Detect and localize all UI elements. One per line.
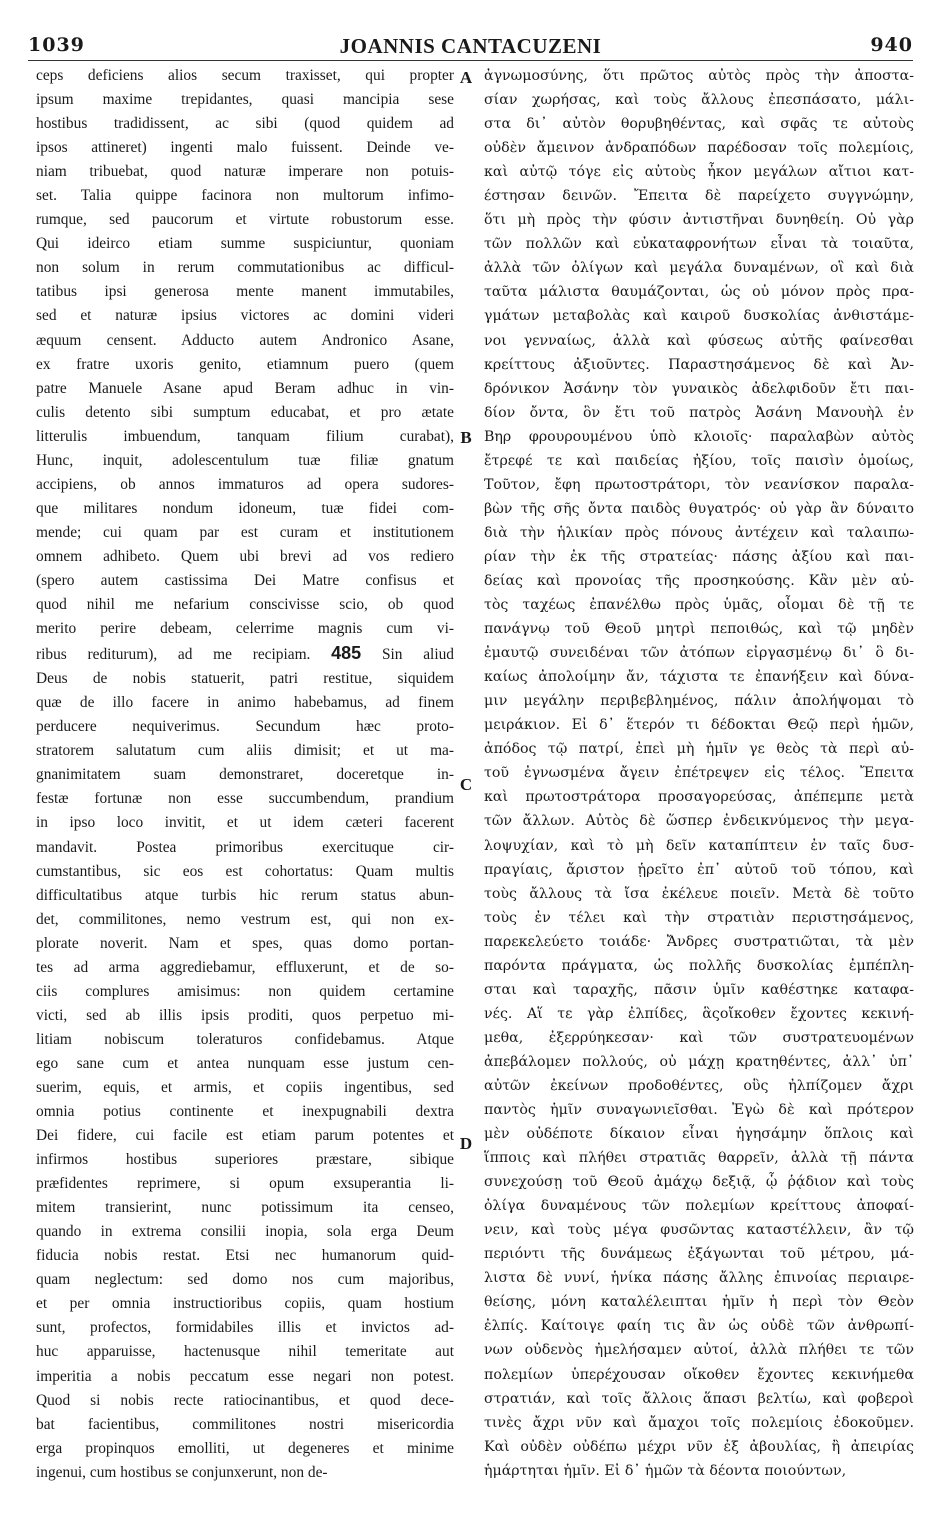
text-line: κρείττους ἀξιοῦντες. Παραστησάμενος δὲ καὶ Ἀν- [484, 356, 914, 373]
text-line: παρόντα πράγματα, ὡς πολλῆς δυσκολίας ἐμπέπλη- [484, 957, 914, 974]
text-line: πανάγνῳ τοῦ Θεοῦ μητρὶ πεποιθώς, καὶ τῷ μηδὲν [484, 621, 914, 638]
text-line: suerim, equis, et armis, et copiis ingentibus, sed [36, 1078, 454, 1096]
text-line: λοψυχίαν, καὶ τὸ μὴ δεῖν καταπίπτειν ἐν ταῖς δυσ- [484, 837, 914, 854]
text-line: quod nihil me nefarium conscivisse scio, ob quod [36, 596, 454, 614]
text-line-part: Sin aliud [381, 646, 454, 664]
text-line: τοὺς ἄλλους τὰ ἴσα ἐκέλευε ποιεῖν. Μετὰ δὲ τοῦτο [484, 885, 914, 902]
text-line: Καὶ οὐδὲν οὐδέπω μέχρι νῦν ἐξ ἀβουλίας, ἢ ἀπειρίας [484, 1438, 914, 1455]
text-line: οὐδὲν ἄμεινον ἀνδραπόδων παρέδοσαν τοῖς πολεμίοις, [484, 140, 914, 157]
text-line: καὶ πρωτοστράτορα προσαγορεύσας, ἀπέπεμπε μετὰ [484, 789, 914, 806]
text-line: hostibus tradidissent, ac sibi (quod quidem ad [36, 115, 454, 133]
text-line: παρεκελεύετο τοιάδε· Ἄνδρες συστρατιῶται, τὰ μὲν [484, 933, 914, 950]
text-line: ipsos attineret) ingenti malo fuissent. Deinde ve- [36, 139, 454, 157]
text-line: ρίαν τὴν ἐκ τῆς στρατείας· πάσης ἀξίου καὶ παι- [484, 548, 914, 565]
text-line: erga propinquos emolliti, ut degeneres et minime [36, 1439, 454, 1457]
text-line: (spero autem castissima Dei Matre confisus et [36, 571, 454, 589]
text-line: τοῦ ἐγνωσμένα ἄγειν ἐπέτρεψεν εἰς τέλος. Ἔπειτα [484, 765, 914, 782]
text-line: et per omnia instructioribus copiis, quam hostium [36, 1295, 454, 1313]
margin-marker-c: C [459, 775, 473, 794]
text-line: τῶν πολλῶν καὶ εὐκαταφρονήτων εἶναι τὰ τοιαῦτα, [484, 236, 914, 253]
text-line: τὸς ταχέως ἐπανέλθω πρὸς ὑμᾶς, οἶομαι δὲ τῇ τε [484, 597, 914, 614]
text-line: mandavit. Postea primoribus exercituque cir- [36, 838, 454, 856]
text-line: mitem transierint, nunc potissimum ita censeo, [36, 1199, 454, 1217]
text-line: litiam nobiscum toleraturos confidebamus. Atque [36, 1030, 454, 1048]
text-line: έστησαν δεινῶν. Ἔπειτα δὲ παρείχετο συγγνώμην, [484, 188, 914, 205]
text-line: plorate noverit. Nam et spes, quas domo portan- [36, 934, 454, 952]
text-line: mende; cui quam par est curam et institutionem [36, 523, 454, 541]
text-line: τινὲς ἄχρι νῦν καὶ ἄμαχοι τοῖς πολεμίοις ἐδοκοῦμεν. [484, 1414, 914, 1431]
text-line: σται καὶ ταραχῆς, πᾶσιν ὑμῖν καθέστηκε καταφα- [484, 981, 914, 998]
text-line: ingenui, cum hostibus se conjunxerunt, non de- [36, 1463, 328, 1481]
text-line: infirmos hostibus superiores præstare, sibique [36, 1151, 454, 1169]
text-line: Βηρ φρουρουμένου ὑπὸ κλοιοῖς· παραλαβὼν αὐτὸς [484, 428, 914, 445]
text-line: ὅτι μὴ πρὸς τὴν φύσιν ἀντιστῆναι δυνηθείη. Οὐ γὰρ [484, 212, 914, 229]
text-line: ἀπεβάλομεν πολλούς, οὐ μάχῃ κρατηθέντες, ἀλλ᾽ ὑπ᾽ [484, 1053, 914, 1070]
text-line: σίαν χωρήσας, καὶ τοὺς ἄλλους ἐπεσπάσατο, μάλι- [484, 92, 914, 109]
text-line: ceps deficiens alios secum traxisset, qui propter [36, 67, 454, 84]
header-rule [28, 60, 913, 61]
text-line: θείσης, μόνη καταλέλειπται ἡμῖν ἡ περὶ τὸν Θεὸν [484, 1294, 914, 1311]
text-line: niam tribuebat, quod naturæ imperare non potuis- [36, 163, 454, 181]
text-line: litterulis imbuendum, tanquam filium curabat), [36, 427, 454, 445]
text-line: μειράκιον. Εἰ δ᾽ ἕτερόν τι δέδοκται Θεῷ περὶ ἡμῶν, [484, 717, 914, 734]
text-line: νές. Αἵ τε γὰρ ἐλπίδες, ἃςοἴκοθεν ἔχοντες κεκινή- [484, 1005, 914, 1022]
margin-marker-b: B [460, 428, 472, 447]
text-line: patre Manuele Asane apud Beram adhuc in vin- [36, 379, 454, 397]
page-number-right: 940 [870, 34, 913, 56]
text-line: det, commilitones, nemo vestrum est, qui non ex- [36, 910, 454, 928]
text-line: δείας καὶ προνοίας τῆς προσηκούσης. Κἂν μὲν αὐ- [484, 572, 914, 589]
text-line: στα δι᾽ αὐτὸν θορυβηθέντας, καὶ σφᾶς τε αὐτοὺς [484, 116, 914, 133]
text-line: ἀγνωμοσύνης, ὅτι πρῶτος αὐτὸς πρὸς τὴν ἀποστα- [484, 68, 914, 84]
text-line: Deus de nobis statuerit, patri restitue, siquidem [36, 670, 454, 688]
text-line: non solum in rerum commutationibus ac difficul- [36, 259, 454, 277]
text-line-part: ribus rediturum), ad me recipiam. [36, 646, 311, 664]
text-line: culis detento sibi sumptum educabat, et pro ætate [36, 403, 454, 421]
text-line: αὐτῶν ἐκείνων προδοθέντες, οὓς ἠλπίζομεν ἄχρι [484, 1077, 914, 1094]
page-number-left: 1039 [28, 34, 85, 56]
text-line: στρατιάν, καὶ τοῖς ἄλλοις ἅπασι βελτίω, καὶ φοβεροὶ [484, 1390, 914, 1407]
text-line: νοι γενναίως, ἀλλὰ καὶ φύσεως αὐτῆς φαίνεσθαι [484, 332, 914, 349]
text-line: πολεμίων ὑπερέχουσαν οἴκοθεν ἔχοντες κεκινήμεθα [484, 1366, 914, 1383]
text-line: μεθα, ἐξερρύηκεσαν· καὶ τῶν συστρατευομένων [484, 1029, 914, 1046]
text-line: Dei fidere, cui facile est etiam parum potentes et [36, 1127, 454, 1145]
text-line: μιν μεγάλην περιβεβλημένος, πάλιν ἀπολήψομαι τὸ [484, 693, 914, 710]
text-line: ἐμαυτῷ συνειδέναι τῶν ἀτόπων εἰργασμένῳ δι᾽ ὃ δι- [484, 645, 914, 662]
greek-column [484, 64, 914, 1483]
text-line: omnem adhibeto. Quem ubi brevi ad vos rediero [36, 547, 454, 565]
text-line: ἐλπίς. Καίτοιγε φαίη τις ἂν ὡς οὐδὲ τῶν ἀνθρωπί- [484, 1318, 914, 1335]
text-line: Τοῦτον, ἔφη πρωτοστράτορι, τὸν νεανίσκον παραλα- [484, 476, 914, 493]
text-line: παντὸς ἡμῖν συναγωνιεῖσθαι. Ἐγὼ δὲ καὶ πρότερον [484, 1102, 914, 1119]
text-line: quæ de illo facere in animo habebamus, ad finem [36, 694, 454, 712]
running-title: JOANNIS CANTACUZENI [339, 34, 602, 58]
text-line: gnanimitatem suam demonstraret, doceretque in- [36, 766, 454, 784]
text-line: νων οὐδενὸς ἠμελήσαμεν αὐτοί, ἀλλὰ πλήθει τε τῶν [484, 1342, 914, 1359]
text-line: in ipso loco invitit, et ut idem cæteri facerent [36, 814, 454, 832]
text-line: συνεχούσῃ τοῦ Θεοῦ ἀμάχῳ δεξιᾷ, ᾧ ῥᾴδιον καὶ τοὺς [484, 1174, 914, 1191]
text-line: ipsum maxime trepidantes, quasi mancipia sese [36, 91, 454, 109]
text-line: merito perire debeam, celerrime magnis cum vi- [36, 620, 454, 638]
text-line: æquum censent. Adducto autem Andronico Asane, [36, 331, 454, 349]
text-line: Qui ideirco etiam summe suspiciuntur, quoniam [36, 235, 454, 253]
text-line: quam neglectum: sed domo nos cum majoribus, [36, 1271, 454, 1289]
text-line: sed et naturæ ipsius victores ac domini videri [36, 307, 454, 325]
text-line: tatibus ipsi generosa mente manent immutabiles, [36, 283, 454, 301]
text-line: difficultatibus atque turbis hic rerum status abun- [36, 886, 454, 904]
text-line: victi, sed ab illis ipsis proditi, quos perpetuo mi- [36, 1006, 454, 1024]
text-line: quando in extrema consilii inopia, sola erga Deum [36, 1223, 454, 1241]
margin-marker-a: A [459, 68, 473, 87]
text-line: Hunc, inquit, adolescentulum tuæ filiæ gnatum [36, 451, 454, 469]
text-line: ex fratre uxoris genito, etiamnum puero (quem [36, 355, 454, 373]
text-line: ταῦτα μάλιστα θαυμάζονται, ὡς οὐ μόνον πρὸς πρα- [484, 284, 914, 301]
text-line: πραγίαις, ἄριστον ᾑρεῖτο ἐπ᾽ αὐτοῦ τοῦ τόπου, καὶ [484, 861, 914, 878]
text-line: βὼν τῆς σῆς ὄντα παιδὸς θυγατρός· οὐ γὰρ ἂν δύναιτο [484, 500, 914, 517]
text-line: ἀπόδος τῷ πατρί, ἐπεὶ μὴ ἡμῖν γε θεὸς τὰ περὶ αὐ- [484, 741, 914, 758]
text-line [36, 641, 454, 667]
margin-marker-d: D [459, 1134, 473, 1153]
text-line: ἵπποις καὶ πλήθει στρατιᾶς θαρρεῖν, ἀλλὰ τῇ πάντα [484, 1150, 914, 1167]
text-line: νειν, καὶ τοὺς μέγα φυσῶντας καταστέλλειν, ἂν τῷ [484, 1222, 914, 1239]
text-line: δρόνικον Ἀσάνην τὸν γυναικὸς ἀδελφιδοῦν ἔτι παι- [484, 380, 914, 397]
text-line: μὲν οὐδέποτε δίκαιον εἶναι ἡγησάμην ὅπλοις καὶ [484, 1126, 914, 1143]
text-line: γμάτων μεταβολὰς καὶ καιροῦ δυσκολίας ἀνθιστάμε- [484, 308, 914, 325]
text-line: festæ fortunæ non esse succumbendum, prandium [36, 790, 454, 808]
text-line: set. Talia quippe facinora non multorum infimo- [36, 187, 454, 205]
text-line: omnia potius continente et inexpugnabili dextra [36, 1103, 454, 1121]
text-line: perducere nequiverimus. Secundum hæc proto- [36, 718, 454, 736]
text-line: bat facientibus, commilitones nostri misericordia [36, 1415, 454, 1433]
text-line: καὶ αὐτῷ τόγε εἰς αὐτοὺς ἧκον μεγάλων αἴτιοι κατ- [484, 164, 914, 181]
running-header [28, 30, 913, 58]
text-line: ἔτρεφέ τε καὶ παιδείας ἠξίου, τοῖς παισὶν ὁμοίως, [484, 452, 914, 469]
text-line: καίως ἀπολοίμην ἄν, τάχιστα τε ἐπανήξειν καὶ δύνα- [484, 669, 914, 686]
text-line: huc apparuisse, hactenusque nihil temeritate aut [36, 1343, 454, 1361]
text-line: sunt, profectos, formidabiles illis et invictos ad- [36, 1319, 454, 1337]
text-line: rumque, sed paucorum et virtute robustorum esse. [36, 211, 454, 229]
page-break-marker: 485 [331, 643, 362, 664]
text-line: τοὺς ἐν τέλει καὶ τὴν στρατιὰν περιστησάμενος, [484, 909, 914, 926]
text-line: ὀλίγα δυναμένους τῶν πολεμίων κρείττους ἀποφαί- [484, 1198, 914, 1215]
text-line: περιόντι τῆς δυνάμεως ἐξάγωνται τοῦ μέτρου, μά- [484, 1246, 914, 1263]
text-line: fiducia nobis restat. Etsi nec humanorum quid- [36, 1247, 454, 1265]
text-line: que militares nondum idoneum, tuæ fidei com- [36, 499, 454, 517]
latin-column [36, 64, 454, 1485]
text-line: δίον ὄντα, ὃν ἔτι τοῦ πατρὸς Ἀσάνη Μανουὴλ ἐν [484, 404, 914, 421]
text-line: λιστα δὲ νυνί, ἡνίκα πάσης ἄλλης ἐπινοίας περιαιρε- [484, 1270, 914, 1287]
text-line: imperitia a nobis peccatum esse negari non potest. [36, 1367, 454, 1385]
text-line: Quod si nobis recte ratiocinantibus, et quod dece- [36, 1391, 454, 1409]
text-line: διὰ τὴν ἡλικίαν πρὸς πόνους ἀντέχειν καὶ ταλαιπω- [484, 524, 914, 541]
text-line: stratorem salutatum cum aliis dimisit; et ut ma- [36, 742, 454, 760]
text-line: ciis complures amisimus: non quidem certamine [36, 982, 454, 1000]
text-line: tes ad arma aggrediebamur, effluxerunt, et de so- [36, 958, 454, 976]
text-line: præfidentes reprimere, si opum exsuperantia li- [36, 1175, 454, 1193]
text-line: ἡμάρτηται ἡμῖν. Εἰ δ᾽ ἡμῶν τὰ δέοντα ποιούντων, [484, 1462, 847, 1479]
text-line: cumstantibus, sic eos est cohortatus: Quam multis [36, 862, 454, 880]
text-line: ἀλλὰ τῶν ὀλίγων καὶ μεγάλα δυναμένων, οἳ καὶ διὰ [484, 260, 914, 277]
text-line: ego sane cum et antea nunquam esse justum cen- [36, 1054, 454, 1072]
text-line: accipiens, ob annos immaturos ad opera sudores- [36, 475, 454, 493]
text-line: τῶν ἄλλων. Αὐτὸς δὲ ὥσπερ ἐνδεικνύμενος τὴν μεγα- [484, 813, 914, 830]
